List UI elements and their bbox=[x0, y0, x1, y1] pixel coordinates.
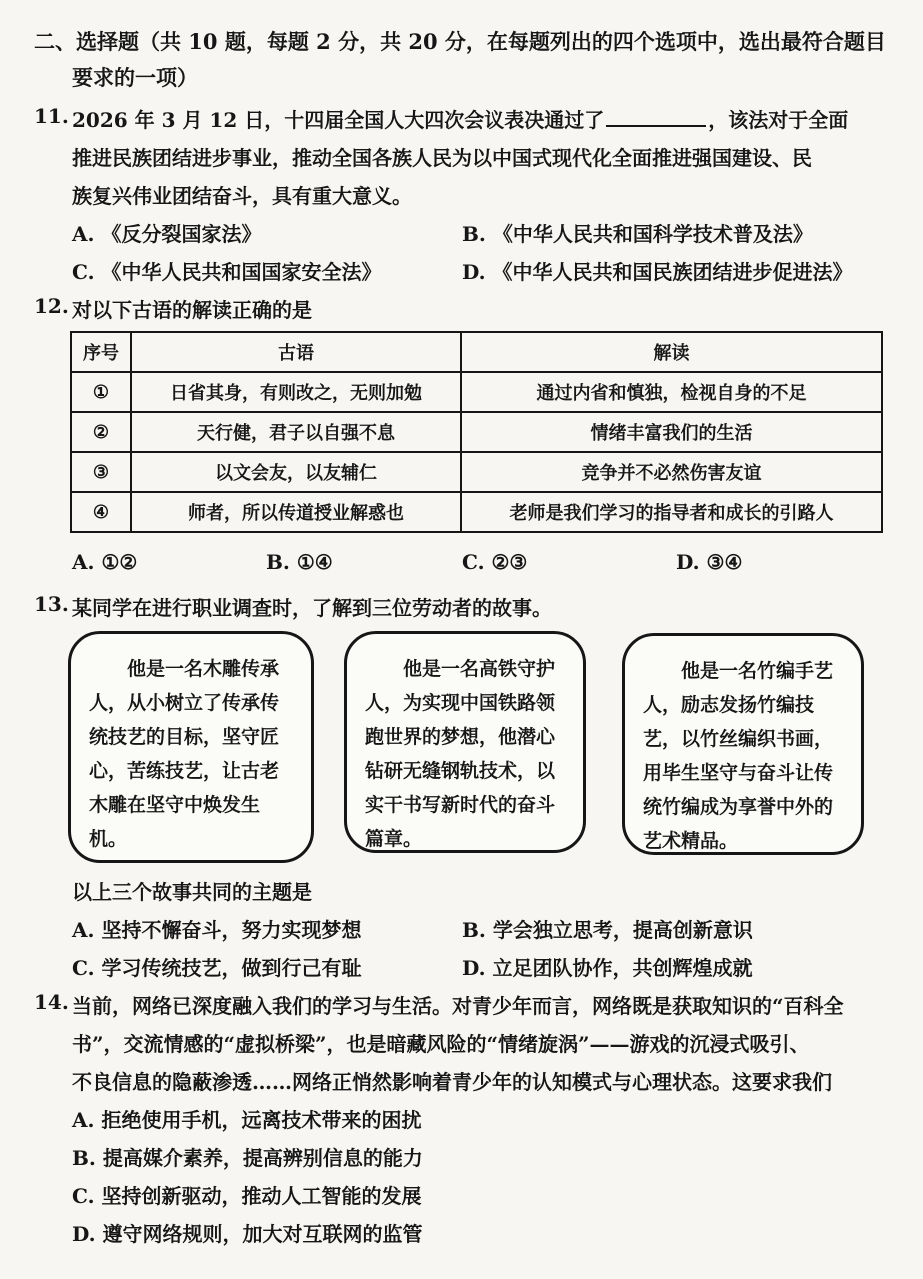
header-saying: 古语 bbox=[131, 332, 461, 372]
story-card-railway bbox=[344, 631, 586, 853]
table-header-row bbox=[71, 332, 882, 372]
story-text: 他是一名高铁守护人，为实现中国铁路领跑世界的梦想，他潜心钻研无缝钢轨技术，以实干书写新时代的奋斗篇章。 bbox=[365, 658, 556, 850]
q14-option-c[interactable]: C. 坚持创新驱动，推动人工智能的发展 bbox=[72, 1184, 422, 1208]
q12-stem: 对以下古语的解读正确的是 bbox=[72, 298, 312, 322]
q14-stem-line3: 不良信息的隐蔽渗透……网络正悄然影响着青少年的认知模式与心理状态。这要求我们 bbox=[72, 1070, 832, 1094]
row-index: ③ bbox=[71, 452, 131, 492]
q12-option-b[interactable]: B. ①④ bbox=[266, 550, 333, 574]
q12-option-c[interactable]: C. ②③ bbox=[462, 550, 528, 574]
q12-option-d[interactable]: D. ③④ bbox=[676, 550, 743, 574]
q11-option-d[interactable]: D. 《中华人民共和国民族团结进步促进法》 bbox=[462, 260, 853, 284]
q13-number: 13. bbox=[34, 592, 69, 616]
q14-option-d[interactable]: D. 遵守网络规则，加大对互联网的监管 bbox=[72, 1222, 423, 1246]
row-saying: 天行健，君子以自强不息 bbox=[131, 412, 461, 452]
row-interpretation: 通过内省和慎独，检视自身的不足 bbox=[461, 372, 882, 412]
q14-option-b[interactable]: B. 提高媒介素养，提高辨别信息的能力 bbox=[72, 1146, 423, 1170]
table-row bbox=[71, 412, 882, 452]
section-title-cont: 要求的一项） bbox=[72, 65, 198, 90]
header-interpretation: 解读 bbox=[461, 332, 882, 372]
q14-number: 14. bbox=[34, 990, 69, 1014]
table-row bbox=[71, 372, 882, 412]
q11-stem-line1 bbox=[72, 104, 848, 133]
q11-number: 11. bbox=[34, 104, 69, 128]
q11-answer-blank bbox=[606, 107, 706, 127]
q13-option-a[interactable]: A. 坚持不懈奋斗，努力实现梦想 bbox=[72, 918, 362, 942]
story-card-woodcarver bbox=[68, 631, 314, 863]
q13-option-d[interactable]: D. 立足团队协作，共创辉煌成就 bbox=[462, 956, 753, 980]
section-title: 二、选择题（共 10 题，每题 2 分，共 20 分，在每题列出的四个选项中，选出最符合题目 bbox=[34, 29, 886, 54]
row-saying: 日省其身，有则改之，无则加勉 bbox=[131, 372, 461, 412]
q11-option-b[interactable]: B. 《中华人民共和国科学技术普及法》 bbox=[462, 222, 813, 246]
row-index: ④ bbox=[71, 492, 131, 532]
q13-option-c[interactable]: C. 学习传统技艺，做到行己有耻 bbox=[72, 956, 362, 980]
row-interpretation: 情绪丰富我们的生活 bbox=[461, 412, 882, 452]
q12-number: 12. bbox=[34, 294, 69, 318]
row-index: ① bbox=[71, 372, 131, 412]
q11-option-c[interactable]: C. 《中华人民共和国国家安全法》 bbox=[72, 260, 382, 284]
q13-stem: 某同学在进行职业调查时，了解到三位劳动者的故事。 bbox=[72, 596, 552, 620]
row-saying: 师者，所以传道授业解惑也 bbox=[131, 492, 461, 532]
q14-option-a[interactable]: A. 拒绝使用手机，远离技术带来的困扰 bbox=[72, 1108, 422, 1132]
q12-table bbox=[70, 331, 883, 533]
row-index: ② bbox=[71, 412, 131, 452]
story-text: 他是一名竹编手艺人，励志发扬竹编技艺，以竹丝编织书画，用毕生坚守与奋斗让传统竹编成为享誉中外的艺术精品。 bbox=[643, 660, 834, 852]
row-interpretation: 老师是我们学习的指导者和成长的引路人 bbox=[461, 492, 882, 532]
story-text: 他是一名木雕传承人，从小树立了传承传统技艺的目标，坚守匠心，苦练技艺，让古老木雕在坚守中焕发生机。 bbox=[89, 658, 280, 850]
q11-stem-part1: 2026 年 3 月 12 日，十四届全国人大四次会议表决通过了 bbox=[72, 108, 605, 132]
q13-option-b[interactable]: B. 学会独立思考，提高创新意识 bbox=[462, 918, 753, 942]
q11-stem-line2: 推进民族团结进步事业，推动全国各族人民为以中国式现代化全面推进强国建设、民 bbox=[72, 146, 812, 170]
table-row bbox=[71, 452, 882, 492]
q11-stem-line3: 族复兴伟业团结奋斗，具有重大意义。 bbox=[72, 184, 412, 208]
q12-option-a[interactable]: A. ①② bbox=[72, 550, 138, 574]
q14-stem-line2: 书”，交流情感的“虚拟桥梁”，也是暗藏风险的“情绪旋涡”——游戏的沉浸式吸引、 bbox=[72, 1032, 810, 1056]
q11-stem-part2: ，该法对于全面 bbox=[708, 108, 849, 132]
table-row bbox=[71, 492, 882, 532]
q13-question: 以上三个故事共同的主题是 bbox=[72, 880, 312, 904]
q11-option-a[interactable]: A. 《反分裂国家法》 bbox=[72, 222, 262, 246]
row-interpretation: 竞争并不必然伤害友谊 bbox=[461, 452, 882, 492]
row-saying: 以文会友，以友辅仁 bbox=[131, 452, 461, 492]
q14-stem-line1: 当前，网络已深度融入我们的学习与生活。对青少年而言，网络既是获取知识的“百科全 bbox=[72, 994, 844, 1018]
story-card-bamboo bbox=[622, 633, 864, 855]
header-index: 序号 bbox=[71, 332, 131, 372]
